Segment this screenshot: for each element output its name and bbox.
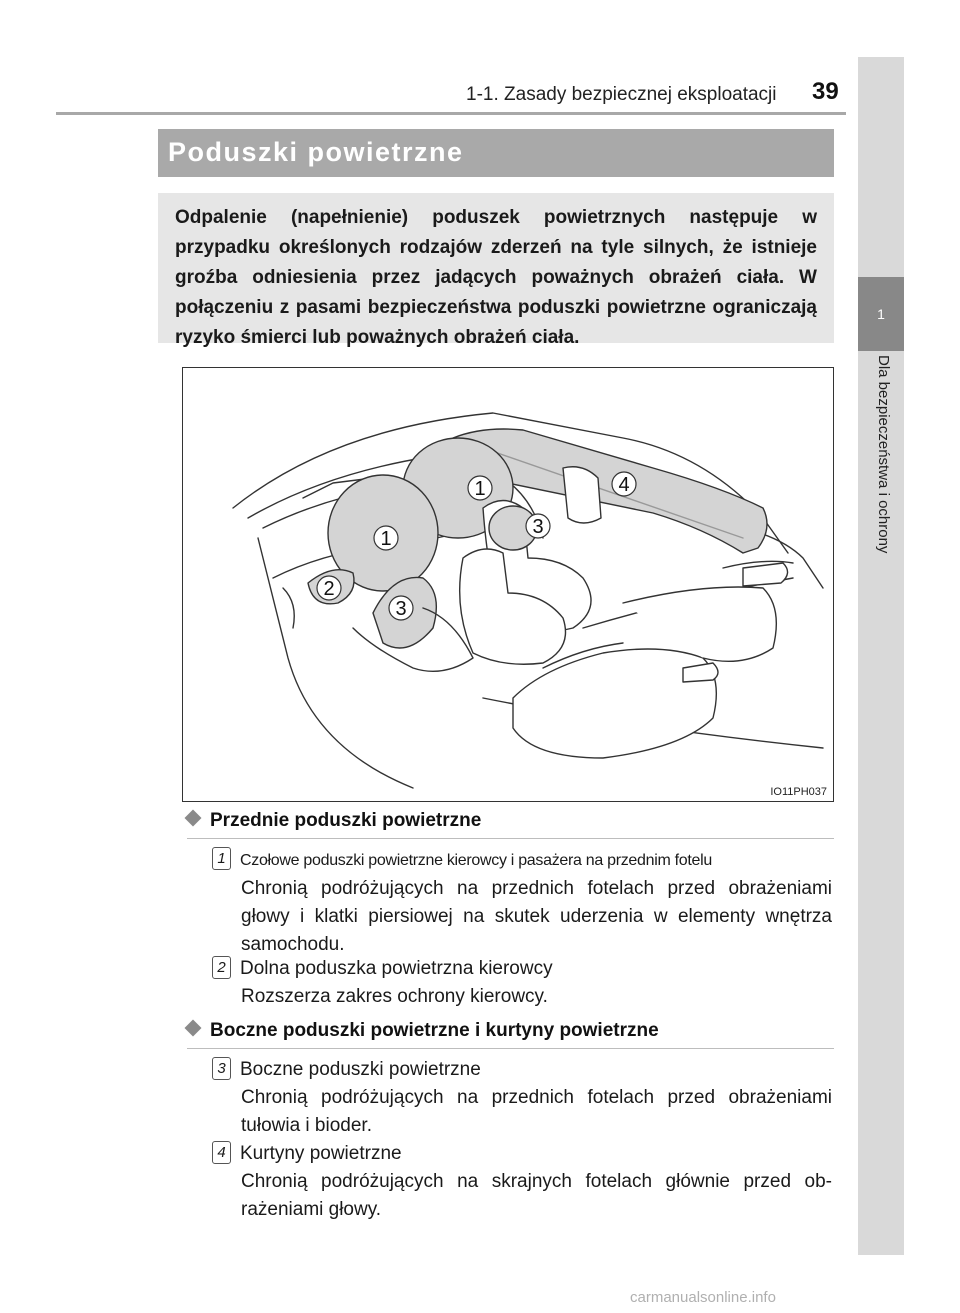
callout-label-1-passenger: 1 <box>474 478 486 500</box>
watermark: carmanualsonline.info <box>630 1289 776 1306</box>
subheading-front-airbags <box>187 810 481 832</box>
callout-label-3-driver: 3 <box>395 598 407 620</box>
subheading-divider <box>187 838 834 839</box>
item-number-badge: 1 <box>212 847 231 870</box>
diamond-bullet-icon <box>185 810 202 827</box>
subheading-text: Boczne poduszki powietrzne i kurtyny powietrzne <box>210 1020 659 1041</box>
chapter-title-vertical: Dla bezpieczeństwa i ochrony <box>875 355 892 554</box>
subheading-divider <box>187 1048 834 1049</box>
title-banner <box>158 129 834 177</box>
item-title: Kurtyny powietrzne <box>240 1143 402 1164</box>
list-item <box>212 1056 832 1140</box>
list-item <box>212 846 832 959</box>
figure-code: IO11PH037 <box>770 786 827 798</box>
item-number-badge: 3 <box>212 1057 231 1080</box>
item-description: Rozszerza zakres ochrony kierowcy. <box>241 986 548 1007</box>
item-title: Dolna poduszka powietrzna kierowcy <box>240 958 553 979</box>
callout-label-4: 4 <box>618 474 630 496</box>
chapter-number-tab: 1 <box>858 277 904 351</box>
list-item <box>212 1140 832 1224</box>
page-title: Poduszki powietrzne <box>168 137 464 167</box>
item-description: Chronią podróżujących na skrajnych fotelach głównie przed ob-rażeniami głowy. <box>241 1171 832 1220</box>
subheading-side-airbags <box>187 1020 659 1042</box>
chapter-side-tab <box>858 57 904 1255</box>
intro-text: Odpalenie (napełnienie) poduszek powietrznych następuje w przypadku określonych rodzajów zderzeń na tyle silnych, że istnieje groźba odniesienia przez jadących poważnych obrażeń ciała. W połączeniu z pasami bezpieczeństwa poduszki powietrzne ograniczają ryzyko śmierci lub poważnych obrażeń ciała. <box>175 207 817 348</box>
item-title: Boczne poduszki powietrzne <box>240 1059 481 1080</box>
intro-box <box>158 193 834 348</box>
diamond-bullet-icon <box>185 1020 202 1037</box>
car-interior-drawing <box>183 368 833 801</box>
callout-label-1-driver: 1 <box>380 528 392 550</box>
callout-label-2: 2 <box>323 578 335 600</box>
page-number: 39 <box>812 78 839 105</box>
item-description: Chronią podróżujących na przednich fotelach przed obrażeniami tułowia i bioder. <box>241 1087 832 1136</box>
section-title: 1-1. Zasady bezpiecznej eksploatacji <box>466 84 777 105</box>
item-description: Chronią podróżujących na przednich fotelach przed obrażeniami głowy i klatki piersiowej na skutek uderzenia w elementy wnętrza samochodu. <box>241 878 832 955</box>
item-number-badge: 4 <box>212 1141 231 1164</box>
header-divider <box>56 112 846 115</box>
item-title: Czołowe poduszki powietrzne kierowcy i pasażera na przednim fotelu <box>240 852 712 869</box>
subheading-text: Przednie poduszki powietrzne <box>210 810 482 831</box>
callout-label-3-passenger: 3 <box>532 516 544 538</box>
list-item <box>212 955 832 1011</box>
item-number-badge: 2 <box>212 956 231 979</box>
airbag-illustration <box>182 367 834 802</box>
